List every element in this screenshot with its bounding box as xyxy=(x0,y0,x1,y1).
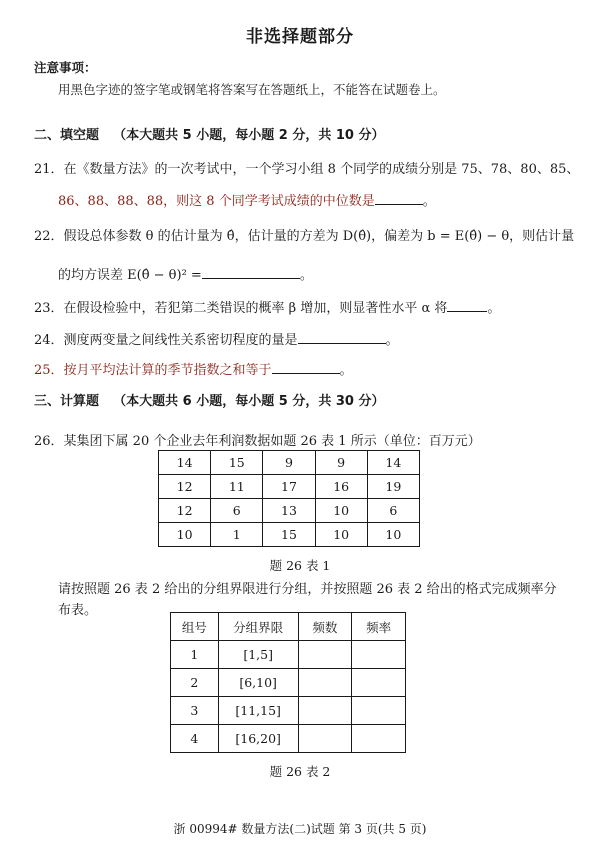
table-row xyxy=(171,725,406,753)
relative-frequency-cell[interactable] xyxy=(352,725,406,753)
notice-heading: 注意事项： xyxy=(34,60,97,75)
q26-instr-line1: 请按照题 26 表 2 给出的分组界限进行分组，并按照题 26 表 2 给出的格式完成频率分 xyxy=(58,582,557,597)
table-header-cell: 组号 xyxy=(171,613,219,641)
table-cell: 14 xyxy=(367,451,419,475)
table-cell: 6 xyxy=(211,499,263,523)
table-cell: [6,10] xyxy=(218,669,298,697)
page-footer: 浙 00994# 数量方法(二)试题 第 3 页(共 5 页) xyxy=(173,822,427,836)
q26-instr-line2: 布表。 xyxy=(58,603,98,618)
table-header-cell: 频率 xyxy=(352,613,406,641)
table-cell: 13 xyxy=(263,499,315,523)
table-row xyxy=(159,475,420,499)
q25-text: 25．按月平均法计算的季节指数之和等于 xyxy=(34,363,272,378)
q24-end: 。 xyxy=(385,333,399,348)
table-cell: 1 xyxy=(211,523,263,547)
q24-text: 24．测度两变量之间线性关系密切程度的量是 xyxy=(34,333,298,348)
q24-wrap xyxy=(34,329,399,348)
q26-caption1: 题 26 表 1 xyxy=(269,558,331,573)
section2-header xyxy=(34,124,385,143)
q23-end: 。 xyxy=(487,301,501,316)
q21-end: 。 xyxy=(422,194,436,209)
table-header-cell: 频数 xyxy=(298,613,352,641)
table-cell: [16,20] xyxy=(218,725,298,753)
q22-line1: 22．假设总体参数 θ 的估计量为 θ̂，估计量的方差为 D(θ̂)，偏差为 b = E(θ̂) − θ，则估计量 xyxy=(34,229,575,244)
table-cell: 10 xyxy=(159,523,211,547)
section2-desc: （本大题共 5 小题，每小题 2 分，共 10 分） xyxy=(113,128,385,143)
q21-line1: 21．在《数量方法》的一次考试中，一个学习小组 8 个同学的成绩分别是 75、78、80、85、 xyxy=(34,162,580,177)
section3-heading: 三、计算题 xyxy=(34,394,100,409)
frequency-cell[interactable] xyxy=(298,669,352,697)
frequency-cell[interactable] xyxy=(298,697,352,725)
table-cell: 10 xyxy=(367,523,419,547)
q21-answer-blank[interactable] xyxy=(375,192,423,205)
table-cell: 12 xyxy=(159,499,211,523)
table-cell: 1 xyxy=(171,641,219,669)
table-cell: 4 xyxy=(171,725,219,753)
table-cell: 6 xyxy=(367,499,419,523)
table-cell: 19 xyxy=(367,475,419,499)
table-row xyxy=(159,499,420,523)
table-cell: 10 xyxy=(315,523,367,547)
relative-frequency-cell[interactable] xyxy=(352,669,406,697)
q26-caption2: 题 26 表 2 xyxy=(269,764,331,779)
table-cell: 12 xyxy=(159,475,211,499)
table-cell: 15 xyxy=(211,451,263,475)
relative-frequency-cell[interactable] xyxy=(352,641,406,669)
frequency-cell[interactable] xyxy=(298,725,352,753)
q22-end: 。 xyxy=(299,268,313,283)
section3-header xyxy=(34,390,385,409)
table-header-cell: 分组界限 xyxy=(218,613,298,641)
q23-answer-blank[interactable] xyxy=(447,299,487,312)
table-cell: 16 xyxy=(315,475,367,499)
table-cell: 15 xyxy=(263,523,315,547)
table-cell: 2 xyxy=(171,669,219,697)
table-row xyxy=(171,641,406,669)
frequency-cell[interactable] xyxy=(298,641,352,669)
table-cell: 9 xyxy=(263,451,315,475)
q26-table2 xyxy=(170,612,406,753)
q25-end: 。 xyxy=(339,363,353,378)
q22-line2-wrap xyxy=(58,264,313,283)
table-row xyxy=(159,451,420,475)
q26-intro: 26．某集团下属 20 个企业去年利润数据如题 26 表 1 所示（单位：百万元） xyxy=(34,434,481,449)
table-cell: 9 xyxy=(315,451,367,475)
table-cell: 10 xyxy=(315,499,367,523)
section3-desc: （本大题共 6 小题，每小题 5 分，共 30 分） xyxy=(113,394,385,409)
table-cell: 14 xyxy=(159,451,211,475)
notice-text: 用黑色字迹的签字笔或钢笔将答案写在答题纸上，不能答在试题卷上。 xyxy=(58,82,446,97)
q22-line2: 的均方误差 E(θ̂ − θ)² = xyxy=(58,268,202,283)
q25-answer-blank[interactable] xyxy=(272,361,340,374)
table-header-row xyxy=(171,613,406,641)
table-row xyxy=(171,669,406,697)
table-cell: [1,5] xyxy=(218,641,298,669)
table-row xyxy=(159,523,420,547)
section2-heading: 二、填空题 xyxy=(34,128,100,143)
table-row xyxy=(171,697,406,725)
table-cell: [11,15] xyxy=(218,697,298,725)
table-cell: 3 xyxy=(171,697,219,725)
table-cell: 11 xyxy=(211,475,263,499)
q21-line2: 86、88、88、88，则这 8 个同学考试成绩的中位数是 xyxy=(58,194,375,209)
table-cell: 17 xyxy=(263,475,315,499)
q23-text: 23．在假设检验中，若犯第二类错误的概率 β 增加，则显著性水平 α 将 xyxy=(34,301,448,316)
q23-wrap xyxy=(34,297,500,316)
q25-wrap xyxy=(34,359,353,378)
page-title: 非选择题部分 xyxy=(246,27,354,47)
q26-table1 xyxy=(158,450,420,547)
q24-answer-blank[interactable] xyxy=(298,331,386,344)
q21-line2-wrap xyxy=(58,190,436,209)
q22-answer-blank[interactable] xyxy=(202,266,300,279)
relative-frequency-cell[interactable] xyxy=(352,697,406,725)
